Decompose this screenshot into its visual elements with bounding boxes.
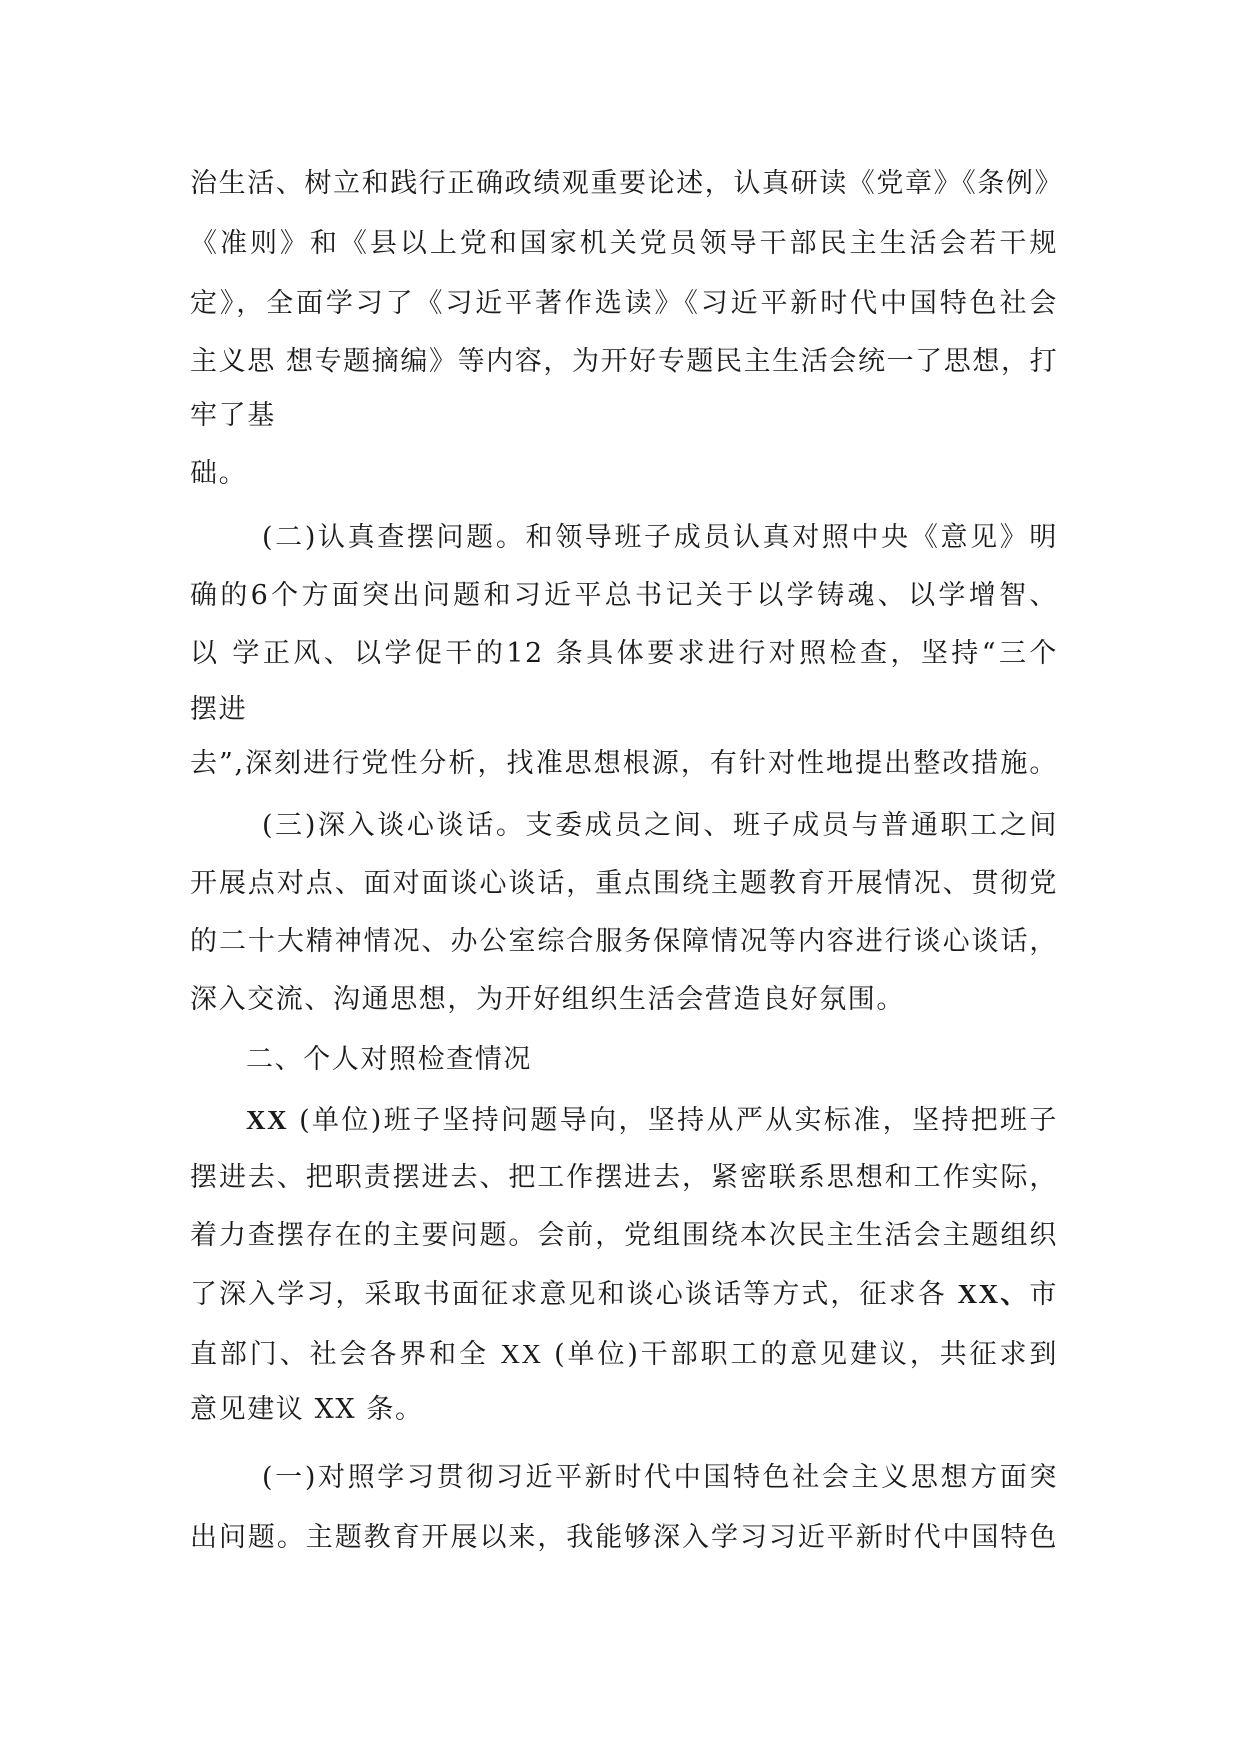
- text-line: 确的6个方面突出问题和习近平总书记关于以学铸魂、以学增智、: [190, 580, 1058, 611]
- text-line: [190, 1276, 1058, 1313]
- text-line: 意见建议 XX 条。: [190, 1394, 424, 1425]
- text-line: 的二十大精神情况、办公室综合服务保障情况等内容进行谈心谈话，: [190, 926, 1058, 957]
- text-line: 主义思 想专题摘编》等内容，为开好专题民主生活会统一了思想，打: [190, 346, 1059, 377]
- text-line: 以 学正风、以学促干的12 条具体要求进行对照检查，坚持“三个: [190, 638, 1058, 669]
- text-line: 深入交流、沟通思想，为开好组织生活会营造良好氛围。: [190, 984, 905, 1015]
- section-heading-1: (一)对照学习贯彻习近平新时代中国特色社会主义思想方面突: [262, 1462, 1058, 1493]
- placeholder-xx: XX: [246, 1105, 289, 1135]
- text-span: 了深入学习，采取书面征求意见和谈心谈话等方式，征求各: [190, 1279, 958, 1310]
- text-line: 《准则》和《县以上党和国家机关党员领导干部民主生活会若干规: [190, 228, 1058, 259]
- placeholder-xx: XX: [500, 1339, 543, 1369]
- text-line: 着力查摆存在的主要问题。会前，党组围绕本次民主生活会主题组织: [190, 1220, 1058, 1251]
- text-line: 摆进去、把职责摆进去、把工作摆进去，紧密联系思想和工作实际，: [190, 1162, 1058, 1193]
- text-line: 开展点对点、面对面谈心谈话，重点围绕主题教育开展情况、贯彻党: [190, 868, 1058, 899]
- text-span: 市: [1029, 1279, 1058, 1310]
- section-heading-3: (三)深入谈心谈话。支委成员之间、班子成员与普通职工之间: [262, 810, 1058, 841]
- text-line: [190, 1336, 1058, 1373]
- text-line: [246, 1102, 1058, 1139]
- section-heading-2: (二)认真查摆问题。和领导班子成员认真对照中央《意见》明: [262, 522, 1058, 553]
- text-span: (单位)干部职工的意见建议，共征求到: [542, 1339, 1058, 1370]
- text-line: 出问题。主题教育开展以来，我能够深入学习习近平新时代中国特色: [190, 1522, 1058, 1553]
- placeholder-xx: XX、: [957, 1279, 1030, 1309]
- text-line: 定》，全面学习了《习近平著作选读》《习近平新时代中国特色社会: [190, 288, 1058, 319]
- text-span: 直部门、社会各界和全: [190, 1339, 501, 1370]
- text-span: (单位)班子坚持问题导向，坚持从严从实标准，坚持把班子: [288, 1105, 1058, 1136]
- text-line: 摆进: [190, 694, 248, 725]
- text-line: 治生活、树立和践行正确政绩观重要论述，认真研读《党章》《条例》: [190, 168, 1064, 199]
- text-line: 础。: [190, 458, 248, 489]
- section-title: 二、个人对照检查情况: [246, 1044, 532, 1075]
- text-line: 去”,深刻进行党性分析，找准思想根源，有针对性地提出整改措施。: [190, 748, 1058, 779]
- text-line: 牢了基: [190, 400, 276, 431]
